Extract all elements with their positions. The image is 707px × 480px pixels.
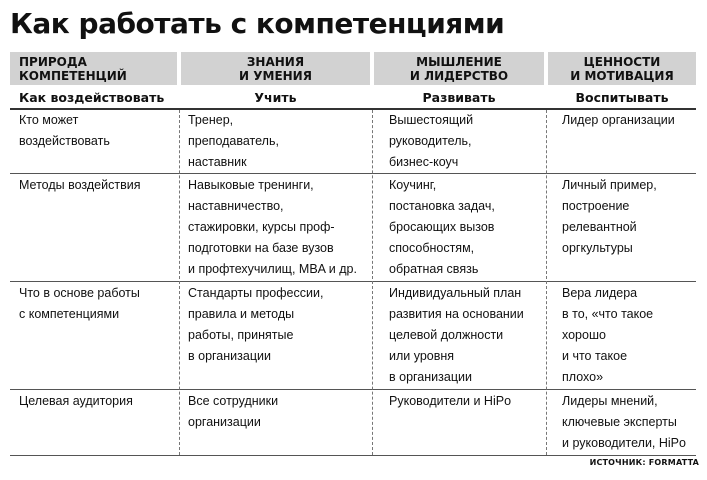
cell-audience-values: [562, 391, 700, 454]
header-line: ЗНАНИЯ: [246, 55, 305, 69]
header-line: КОМПЕТЕНЦИЙ: [19, 69, 127, 83]
row-label-who: [19, 110, 177, 152]
cell-line: построение: [562, 199, 630, 213]
header-line: ПРИРОДА: [19, 55, 87, 69]
subheader-educate: Воспитывать: [575, 90, 669, 105]
cell-line: в то, «что такое: [562, 307, 654, 321]
cell-line: целевой должности: [389, 328, 504, 342]
cell-methods-knowledge: [188, 175, 370, 280]
subheader-how: Как воздействовать: [19, 90, 165, 105]
header-line: ЦЕННОСТИ: [583, 55, 661, 69]
cell-line: в организации: [389, 370, 472, 384]
cell-line: организации: [188, 415, 261, 429]
cell-line: наставничество,: [188, 199, 284, 213]
cell-line: в организации: [188, 349, 271, 363]
cell-line: способностям,: [389, 241, 475, 255]
cell-line: Лидер организации: [562, 113, 675, 127]
header-cell-values: [548, 52, 696, 85]
cell-who-values: [562, 110, 700, 131]
row-divider: [10, 281, 696, 282]
row-label-methods: [19, 175, 177, 196]
header-line: И МОТИВАЦИЯ: [570, 69, 674, 83]
header-cell-nature: [10, 52, 177, 85]
cell-line: Тренер,: [188, 113, 234, 127]
cell-line: Целевая аудитория: [19, 394, 133, 408]
header-line: МЫШЛЕНИЕ: [416, 55, 502, 69]
cell-audience-knowledge: [188, 391, 370, 433]
column-divider: [546, 110, 547, 455]
cell-line: Стандарты профессии,: [188, 286, 324, 300]
column-divider: [372, 110, 373, 455]
cell-line: стажировки, курсы проф-: [188, 220, 335, 234]
cell-line: оргкультуры: [562, 241, 633, 255]
column-divider: [179, 110, 180, 455]
cell-line: Навыковые тренинги,: [188, 178, 314, 192]
cell-line: Личный пример,: [562, 178, 657, 192]
cell-line: и что такое: [562, 349, 628, 363]
source-note: ИСТОЧНИК: FORMATTA: [589, 458, 699, 467]
cell-line: Вышестоящий: [389, 113, 474, 127]
cell-line: бросающих вызов: [389, 220, 495, 234]
cell-line: наставник: [188, 155, 247, 169]
cell-line: Руководители и HiPo: [389, 394, 512, 408]
cell-line: Коучинг,: [389, 178, 437, 192]
cell-line: Кто может: [19, 113, 79, 127]
cell-basis-knowledge: [188, 283, 370, 367]
cell-line: Индивидуальный план: [389, 286, 522, 300]
subheader-teach: Учить: [254, 90, 297, 105]
cell-line: обратная связь: [389, 262, 479, 276]
cell-line: развития на основании: [389, 307, 524, 321]
header-cell-thinking: [374, 52, 544, 85]
header-line: И ЛИДЕРСТВО: [409, 69, 509, 83]
cell-basis-values: [562, 283, 700, 388]
cell-line: релевантной: [562, 220, 637, 234]
cell-line: постановка задач,: [389, 199, 495, 213]
cell-line: бизнес-коуч: [389, 155, 459, 169]
cell-line: с компетенциями: [19, 307, 120, 321]
cell-line: плохо»: [562, 370, 604, 384]
row-divider: [10, 173, 696, 174]
cell-who-knowledge: [188, 110, 370, 173]
cell-line: воздействовать: [19, 134, 110, 148]
cell-methods-thinking: [389, 175, 544, 280]
row-label-audience: [19, 391, 177, 412]
cell-line: работы, принятые: [188, 328, 294, 342]
cell-line: подготовки на базе вузов: [188, 241, 334, 255]
cell-line: или уровня: [389, 349, 455, 363]
cell-line: и профтехучилищ, MBA и др.: [188, 262, 357, 276]
cell-who-thinking: [389, 110, 544, 173]
cell-line: хорошо: [562, 328, 606, 342]
row-divider: [10, 389, 696, 390]
cell-line: Вера лидера: [562, 286, 638, 300]
cell-line: руководитель,: [389, 134, 472, 148]
table-bottom-rule: [10, 455, 696, 456]
cell-line: преподаватель,: [188, 134, 279, 148]
page-title: Как работать с компетенциями: [10, 7, 505, 40]
header-line: И УМЕНИЯ: [239, 69, 312, 83]
cell-audience-thinking: [389, 391, 544, 412]
cell-line: и руководители, HiPo: [562, 436, 686, 450]
cell-line: Лидеры мнений,: [562, 394, 658, 408]
subheader-develop: Развивать: [422, 90, 496, 105]
cell-line: Что в основе работы: [19, 286, 140, 300]
cell-line: Все сотрудники: [188, 394, 279, 408]
cell-line: Методы воздействия: [19, 178, 141, 192]
cell-methods-values: [562, 175, 700, 259]
cell-line: ключевые эксперты: [562, 415, 677, 429]
row-label-basis: [19, 283, 177, 325]
header-cell-knowledge: [181, 52, 370, 85]
cell-basis-thinking: [389, 283, 544, 388]
cell-line: правила и методы: [188, 307, 295, 321]
